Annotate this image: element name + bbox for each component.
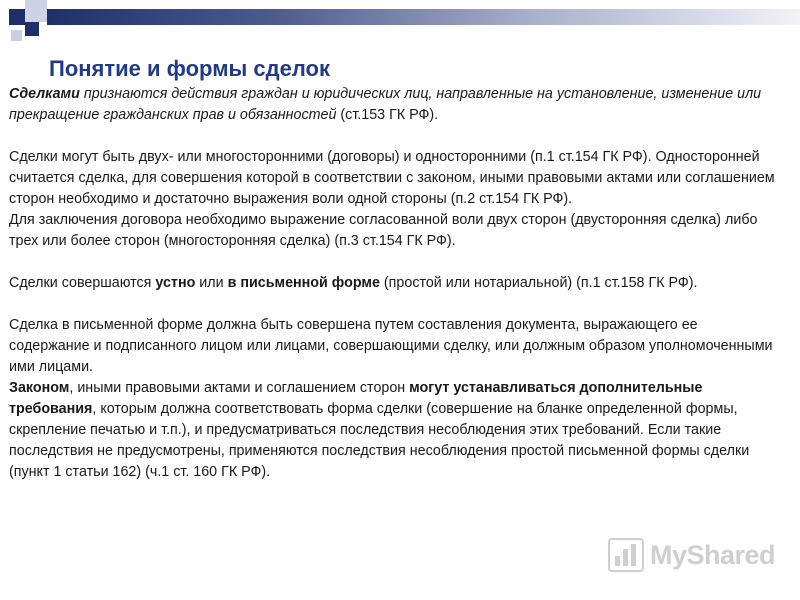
- forms-text-pre: Сделки совершаются: [9, 275, 156, 291]
- decor-square-1: [9, 9, 25, 25]
- paragraph-contract: Для заключения договора необходимо выражение согласованной воли двух сторон (двусторонняя сделка) либо трех или более сторон (многосторонняя сделка) (п.3 ст.154 ГК РФ).: [9, 212, 758, 249]
- paragraph-forms: [9, 273, 779, 294]
- req-law: Законом: [9, 380, 70, 396]
- decor-square-2: [25, 0, 47, 22]
- decor-square-3: [25, 22, 39, 36]
- paragraph-written-form: Сделка в письменной форме должна быть совершена путем составления документа, выражающего ее содержание и подписанного лицом или лицами, совершающими сделку, или должным образом уполномоченными ими лицами.: [9, 317, 773, 375]
- forms-written: в письменной форме: [227, 275, 380, 291]
- spacer: [9, 252, 779, 273]
- forms-text-mid: или: [195, 275, 228, 291]
- paragraph-sides: Сделки могут быть двух- или многосторонними (договоры) и односторонними (п.1 ст.154 ГК РФ). Односторонней считается сделка, для совершения которой в соответствии с законом, иными правовыми актами или соглашением сторон необходимо и достаточно выражения воли одной стороны (п.2 ст.154 ГК РФ).: [9, 149, 775, 207]
- paragraph-requirements: [9, 378, 779, 483]
- slide-title: Понятие и формы сделок: [49, 56, 330, 81]
- forms-text-post: (простой или нотариальной) (п.1 ст.158 ГК РФ).: [379, 275, 698, 291]
- req-additional: могут устанавливаться дополнительные требования: [9, 380, 703, 417]
- req-text-2: , которым должна соответствовать форма сделки (совершение на бланке определенной формы, скрепление печатью и т.п.), и предусматриваться последствия несоблюдения этих требований. Если такие последствия не предусмотрены, применяются последствия несоблюдения простой письменной формы сделки (пункт 1 статьи 162) (ч.1 ст. 160 ГК РФ).: [9, 401, 750, 480]
- definition-text: признаются действия граждан и юридических лиц, направленные на установление, изменение или прекращение гражданских прав и обязанностей: [9, 86, 762, 123]
- spacer: [9, 294, 779, 315]
- definition-reference: (ст.153 ГК РФ).: [336, 107, 439, 123]
- slide-body: [9, 84, 779, 483]
- decor-square-4: [11, 30, 22, 41]
- term-transactions: Сделками: [9, 86, 80, 102]
- forms-oral: устно: [155, 275, 196, 291]
- watermark-logo: [608, 535, 780, 575]
- logo-text: MyShared: [650, 539, 776, 570]
- header-gradient-bar: [47, 9, 800, 25]
- spacer: [9, 126, 779, 147]
- bar-chart-icon: [608, 538, 644, 572]
- paragraph-definition: [9, 84, 779, 126]
- req-text-1: , иными правовыми актами и соглашением сторон: [69, 380, 410, 396]
